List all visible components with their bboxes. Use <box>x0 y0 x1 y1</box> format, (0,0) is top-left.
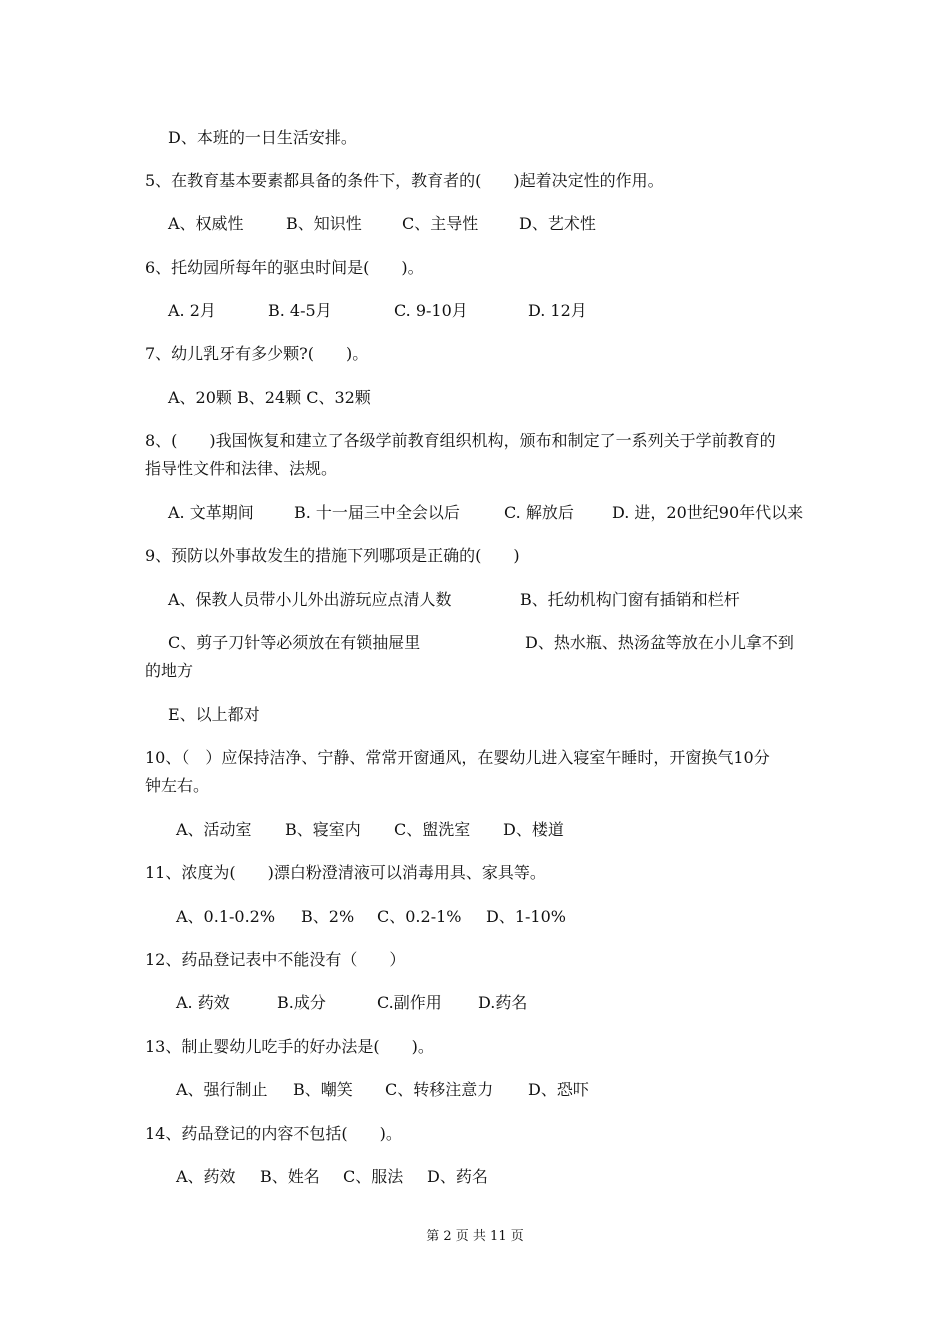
q14-option-a: A、药效 <box>176 1167 236 1186</box>
q14-option-c: C、服法 <box>343 1167 404 1186</box>
question-8-line-2: 指导性文件和法律、法规。 <box>145 459 338 478</box>
question-12: 12、药品登记表中不能没有（ ） <box>145 950 406 969</box>
question-13: 13、制止婴幼儿吃手的好办法是( )。 <box>145 1037 434 1056</box>
q9-option-d-tail: 的地方 <box>145 661 194 680</box>
question-10-line-1: 10、（ ）应保持洁净、宁静、常常开窗通风，在婴幼儿进入寝室午睡时，开窗换气10分 <box>145 748 770 767</box>
q8-option-c: C. 解放后 <box>504 503 574 522</box>
q11-option-b: B、2% <box>301 907 355 926</box>
question-14: 14、药品登记的内容不包括( )。 <box>145 1124 402 1143</box>
q9-option-a: A、保教人员带小儿外出游玩应点清人数 <box>168 590 452 609</box>
q12-option-d: D.药名 <box>478 993 528 1012</box>
q11-option-c: C、0.2-1% <box>377 907 462 926</box>
q5-option-d: D、艺术性 <box>519 214 596 233</box>
q6-option-d: D. 12月 <box>528 301 587 320</box>
q6-option-b: B. 4-5月 <box>268 301 332 320</box>
q13-option-d: D、恐吓 <box>528 1080 589 1099</box>
q13-option-c: C、转移注意力 <box>385 1080 494 1099</box>
q13-option-b: B、嘲笑 <box>293 1080 353 1099</box>
q6-option-c: C. 9-10月 <box>394 301 468 320</box>
q9-option-c: C、剪子刀针等必须放在有锁抽屉里 <box>168 633 421 652</box>
question-10-line-2: 钟左右。 <box>145 776 210 795</box>
q8-option-a: A. 文革期间 <box>168 503 254 522</box>
question-5: 5、在教育基本要素都具备的条件下，教育者的( )起着决定性的作用。 <box>145 171 664 190</box>
q9-option-e: E、以上都对 <box>168 705 260 724</box>
q10-option-c: C、盥洗室 <box>394 820 471 839</box>
q14-option-b: B、姓名 <box>260 1167 320 1186</box>
q8-option-d: D. 进，20世纪90年代以来 <box>612 503 804 522</box>
q14-option-d: D、药名 <box>427 1167 488 1186</box>
q5-option-b: B、知识性 <box>286 214 362 233</box>
q11-option-a: A、0.1-0.2% <box>176 907 276 926</box>
q9-option-b: B、托幼机构门窗有插销和栏杆 <box>520 590 740 609</box>
q10-option-d: D、楼道 <box>503 820 564 839</box>
question-7: 7、幼儿乳牙有多少颗?( )。 <box>145 344 369 363</box>
question-11: 11、浓度为( )漂白粉澄清液可以消毒用具、家具等。 <box>145 863 546 882</box>
q9-option-d: D、热水瓶、热汤盆等放在小儿拿不到 <box>525 633 794 652</box>
q5-option-c: C、主导性 <box>402 214 479 233</box>
q4-option-d: D、本班的一日生活安排。 <box>168 128 357 147</box>
q12-option-c: C.副作用 <box>377 993 442 1012</box>
q11-option-d: D、1-10% <box>486 907 566 926</box>
q10-option-b: B、寝室内 <box>285 820 361 839</box>
q8-option-b: B. 十一届三中全会以后 <box>294 503 460 522</box>
q6-option-a: A. 2月 <box>168 301 216 320</box>
question-8-line-1: 8、( )我国恢复和建立了各级学前教育组织机构，颁布和制定了一系列关于学前教育的 <box>145 431 776 450</box>
q7-options: A、20颗 B、24颗 C、32颗 <box>168 388 371 407</box>
q13-option-a: A、强行制止 <box>176 1080 268 1099</box>
question-9: 9、预防以外事故发生的措施下列哪项是正确的( ) <box>145 546 520 565</box>
q5-option-a: A、权威性 <box>168 214 244 233</box>
question-6: 6、托幼园所每年的驱虫时间是( )。 <box>145 258 424 277</box>
page-footer: 第 2 页 共 11 页 <box>426 1229 524 1244</box>
q12-option-b: B.成分 <box>277 993 326 1012</box>
q10-option-a: A、活动室 <box>176 820 252 839</box>
q12-option-a: A. 药效 <box>176 993 230 1012</box>
